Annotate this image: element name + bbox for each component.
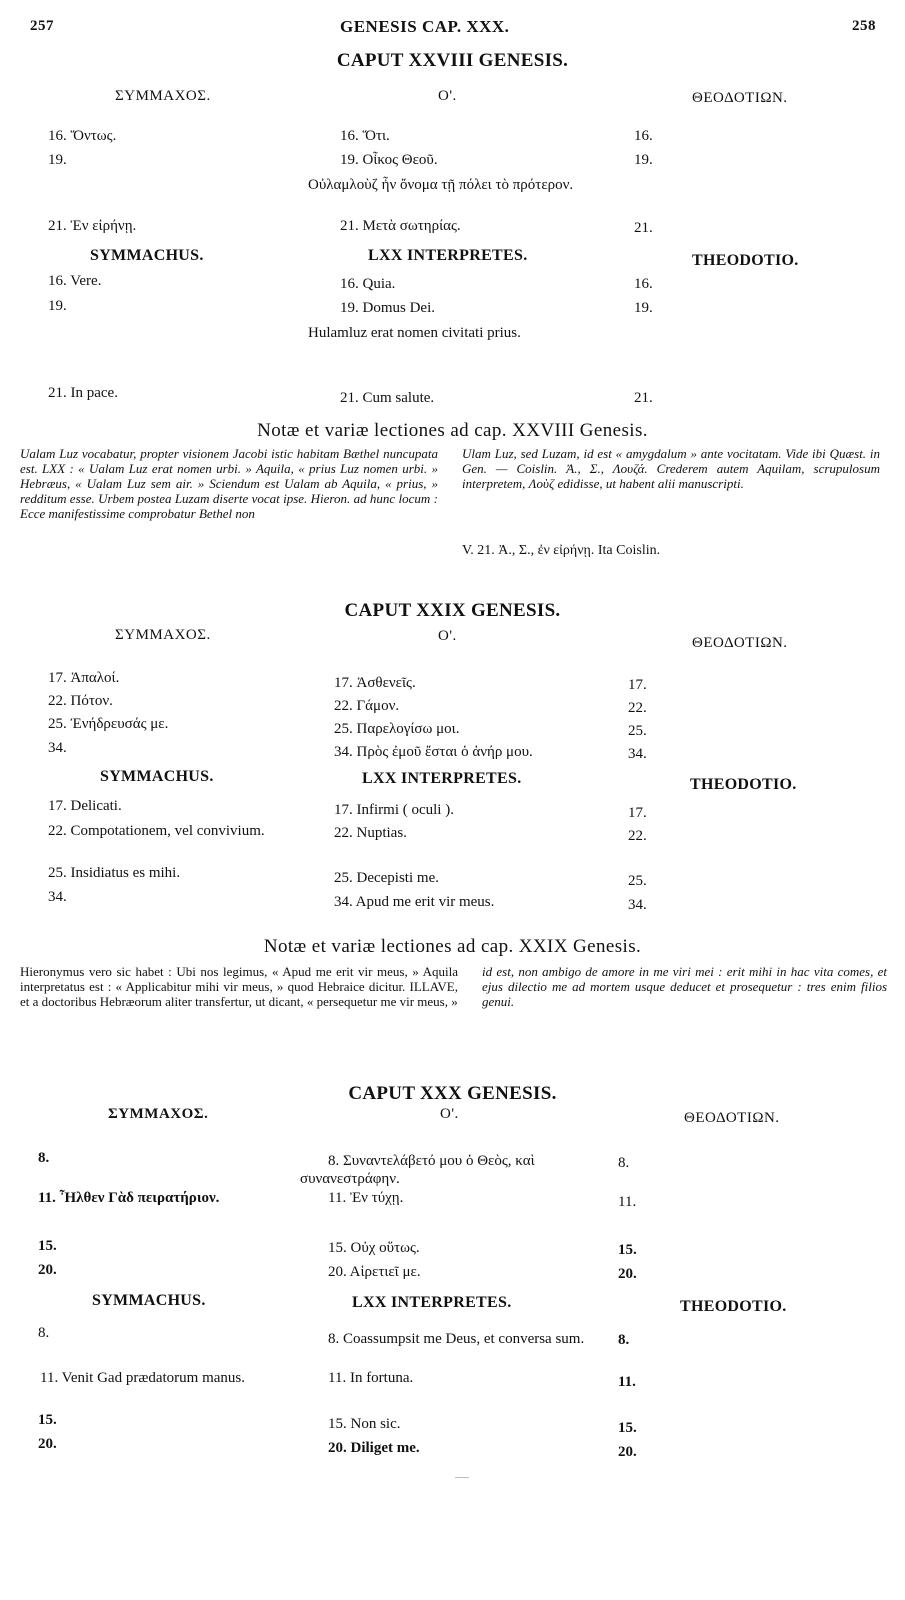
s1-greek-sym-19: 19. xyxy=(48,152,67,168)
s3-latin-theo-20: 20. xyxy=(618,1444,637,1460)
col-head-theodotion-greek-3: ΘΕΟΔΟΤΙΩΝ. xyxy=(684,1110,780,1126)
s2-greek-sym-22: 22. Πότον. xyxy=(48,693,113,709)
s3-latin-sym-11: 11. Venit Gad prædatorum manus. xyxy=(40,1370,245,1386)
s1-greek-theo-19: 19. xyxy=(634,152,653,168)
s3-latin-theo-15: 15. xyxy=(618,1420,637,1436)
col-head-lxx-latin-3: LXX INTERPRETES. xyxy=(352,1294,512,1311)
s2-latin-lxx-25: 25. Decepisti me. xyxy=(334,870,439,886)
s2-greek-sym-17: 17. Ἁπαλοί. xyxy=(48,670,120,686)
col-head-symmachus-latin: SYMMACHUS. xyxy=(90,247,204,264)
caput-xxx-title: CAPUT XXX GENESIS. xyxy=(348,1083,557,1104)
s2-greek-lxx-34: 34. Πρὸς ἐμοῦ ἔσται ὁ ἀνήρ μου. xyxy=(334,744,533,760)
running-title: GENESIS CAP. XXX. xyxy=(340,17,510,36)
col-head-lxx-latin: LXX INTERPRETES. xyxy=(368,247,528,264)
notes-title-xxix: Notæ et variæ lectiones ad cap. XXIX Genesis. xyxy=(263,936,642,957)
col-head-lxx-latin-2: LXX INTERPRETES. xyxy=(362,770,522,787)
s1-greek-theo-21: 21. xyxy=(634,220,653,236)
notes-xxix-right: id est, non ambigo de amore in me viri mei : erit mihi in hac vita comes, et ejus dilectio me ad mortem usque deducet et prosequetur : tres enim filios genui. xyxy=(482,964,887,1009)
s3-latin-lxx-11: 11. In fortuna. xyxy=(328,1370,414,1386)
s2-greek-lxx-17: 17. Ἀσθενεῖς. xyxy=(334,675,416,691)
s3-greek-lxx-15: 15. Οὐχ οὕτως. xyxy=(328,1240,420,1256)
footer-rule xyxy=(455,1477,469,1478)
s1-latin-lxx-16: 16. Quia. xyxy=(340,276,396,292)
s3-latin-theo-8: 8. xyxy=(618,1332,630,1348)
s2-latin-sym-25: 25. Insidiatus es mihi. xyxy=(48,865,181,881)
s3-greek-sym-15: 15. xyxy=(38,1238,57,1254)
caput-xxviii-title: CAPUT XXVIII GENESIS. xyxy=(336,50,569,71)
s1-latin-theo-19: 19. xyxy=(634,300,653,316)
s2-greek-sym-25: 25. Ἐνήδρευσάς με. xyxy=(48,716,169,732)
caput-xxix-title: CAPUT XXIX GENESIS. xyxy=(344,600,561,621)
s1-greek-lxx-16: 16. Ὅτι. xyxy=(340,128,390,144)
col-head-symmachus-latin-3: SYMMACHUS. xyxy=(92,1292,206,1309)
s2-latin-theo-17: 17. xyxy=(628,805,647,821)
s3-greek-lxx-11: 11. Ἐν τύχῃ. xyxy=(328,1190,404,1206)
col-head-theodotio-latin-3: THEODOTIO. xyxy=(680,1298,787,1315)
s1-latin-theo-16: 16. xyxy=(634,276,653,292)
s1-greek-lxx-19b: Οὐλαμλοὺζ ἦν ὄνομα τῇ πόλει τὸ πρότερον. xyxy=(308,177,574,193)
s3-greek-sym-11: 11. Ἦλθεν Γὰδ πειρατήριον. xyxy=(38,1190,220,1206)
page-number-left: 257 xyxy=(30,18,54,34)
s3-latin-theo-11: 11. xyxy=(618,1374,636,1390)
s1-greek-lxx-21: 21. Μετὰ σωτηρίας. xyxy=(340,218,461,234)
col-head-symmachus-greek-2: ΣΥΜΜΑΧΟΣ. xyxy=(115,627,211,643)
s3-latin-sym-20: 20. xyxy=(38,1436,57,1452)
s3-latin-sym-15: 15. xyxy=(38,1412,57,1428)
notes-title-xxviii: Notæ et variæ lectiones ad cap. XXVIII Genesis. xyxy=(257,420,648,441)
s2-greek-lxx-25: 25. Παρελογίσω μοι. xyxy=(334,721,460,737)
s2-latin-lxx-17: 17. Infirmi ( oculi ). xyxy=(334,802,454,818)
col-head-lxx-greek-3: Ο'. xyxy=(440,1106,459,1122)
col-head-symmachus-greek: ΣΥΜΜΑΧΟΣ. xyxy=(115,88,211,104)
s1-greek-lxx-19: 19. Οἶκος Θεοῦ. xyxy=(340,152,438,168)
s1-greek-theo-16: 16. xyxy=(634,128,653,144)
s3-greek-lxx-8: 8. Συναντελάβετό μου ὁ Θεὸς, καὶ συνανεστράφην. xyxy=(300,1153,535,1187)
col-head-symmachus-greek-3: ΣΥΜΜΑΧΟΣ. xyxy=(108,1106,209,1122)
s3-greek-theo-11: 11. xyxy=(618,1194,637,1210)
s3-greek-theo-8: 8. xyxy=(618,1155,630,1171)
s2-greek-sym-34: 34. xyxy=(48,740,67,756)
s3-greek-lxx-20: 20. Αἱρετιεῖ με. xyxy=(328,1264,421,1280)
col-head-theodotion-greek: ΘΕΟΔΟΤΙΩΝ. xyxy=(692,90,788,106)
s2-latin-theo-25: 25. xyxy=(628,873,647,889)
s2-latin-sym-34: 34. xyxy=(48,889,67,905)
notes-xxviii-right: Ulam Luz, sed Luzam, id est « amygdalum » ante vocitatam. Vide ibi Quæst. in Gen. — Coislin. Ἀ., Σ., Λουζά. Crederem autem Aquilam, scrupulosum interpretem, Λοὺζ edidisse, ut habent alii manuscripti. xyxy=(462,446,880,491)
s1-greek-sym-16: 16. Ὄντως. xyxy=(48,128,117,144)
col-head-theodotio-latin-2: THEODOTIO. xyxy=(690,776,797,793)
s3-latin-sym-8: 8. xyxy=(38,1325,50,1341)
notes-xxviii-right-v21: V. 21. Ἀ., Σ., ἐν εἰρήνῃ. Ita Coislin. xyxy=(462,543,661,558)
col-head-lxx-greek-2: Ο'. xyxy=(438,628,457,644)
s1-latin-lxx-19b: Hulamluz erat nomen civitati prius. xyxy=(308,325,521,341)
col-head-symmachus-latin-2: SYMMACHUS. xyxy=(100,768,214,785)
page-number-right: 258 xyxy=(852,18,876,34)
notes-xxviii-left: Ualam Luz vocabatur, propter visionem Jacobi istic habitam Bæthel nuncupata est. LXX : « Ualam Luz erat nomen urbi. » Aquila, « prius Luz nomen urbi. » Hebræus, « Ualam Luz sem air. » Sciendum est Ualam ab Aquila, « prius, » redditum esse. Urbem postea Luzam diserte vocat ipse. Hieron. ad hunc locum : Ecce manifestissime comprobatur Bethel non xyxy=(20,446,438,521)
s3-greek-sym-8: 8. xyxy=(38,1150,50,1166)
s2-greek-theo-25: 25. xyxy=(628,723,647,739)
s2-greek-theo-17: 17. xyxy=(628,677,647,693)
s2-latin-theo-34: 34. xyxy=(628,897,647,913)
s2-greek-lxx-22: 22. Γάμον. xyxy=(334,698,400,714)
s3-latin-lxx-15: 15. Non sic. xyxy=(328,1416,401,1432)
s3-greek-sym-20: 20. xyxy=(38,1262,57,1278)
s2-greek-theo-22: 22. xyxy=(628,700,647,716)
col-head-theodotion-greek-2: ΘΕΟΔΟΤΙΩΝ. xyxy=(692,635,788,651)
s2-latin-sym-22: 22. Compotationem, vel convivium. xyxy=(48,823,265,839)
col-head-lxx-greek: Ο'. xyxy=(438,88,457,104)
s2-latin-sym-17: 17. Delicati. xyxy=(48,798,122,814)
s3-latin-lxx-20: 20. Diliget me. xyxy=(328,1440,420,1456)
s1-latin-lxx-21: 21. Cum salute. xyxy=(340,390,435,406)
s1-latin-lxx-19: 19. Domus Dei. xyxy=(340,300,435,316)
s1-latin-theo-21: 21. xyxy=(634,390,653,406)
s2-latin-lxx-22: 22. Nuptias. xyxy=(334,825,407,841)
s1-latin-sym-21: 21. In pace. xyxy=(48,385,118,401)
s3-greek-theo-15: 15. xyxy=(618,1242,637,1258)
s2-latin-lxx-34: 34. Apud me erit vir meus. xyxy=(334,894,495,910)
s1-latin-sym-16: 16. Vere. xyxy=(48,273,102,289)
s2-greek-theo-34: 34. xyxy=(628,746,647,762)
col-head-theodotio-latin: THEODOTIO. xyxy=(692,252,799,269)
s1-greek-sym-21: 21. Ἐν εἰρήνῃ. xyxy=(48,218,137,234)
notes-xxix-left: Hieronymus vero sic habet : Ubi nos legimus, « Apud me erit vir meus, » Aquila interpretatus est : « Applicabitur mihi vir meus, » quod Hebraice dicitur. ILLAVE, et a doctoribus Hebræorum aliter transfertur, ut dicant, « persequetur me vir meus, » xyxy=(20,964,458,1009)
s2-latin-theo-22: 22. xyxy=(628,828,647,844)
s1-latin-sym-19: 19. xyxy=(48,298,67,314)
s3-greek-theo-20: 20. xyxy=(618,1266,637,1282)
s3-latin-lxx-8: 8. Coassumpsit me Deus, et conversa sum. xyxy=(328,1331,585,1347)
